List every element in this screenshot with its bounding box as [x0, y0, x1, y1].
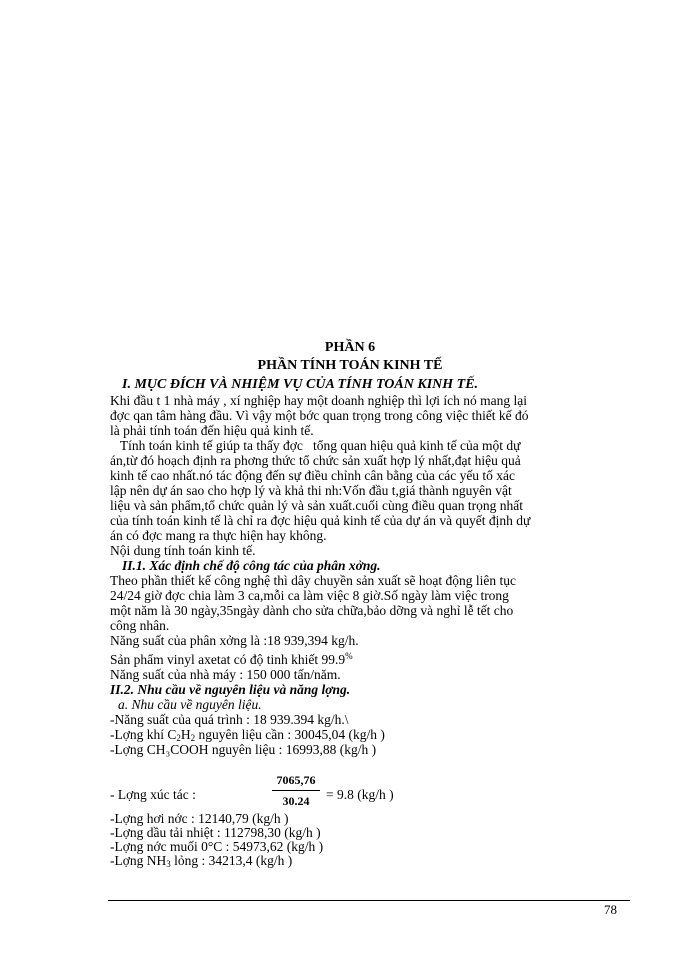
section-1-heading: I. MỤC ĐÍCH VÀ NHIỆM VỤ CỦA TÍNH TOÁN KINH TẾ. — [122, 377, 479, 392]
c2h2-requirement — [110, 727, 385, 742]
c2h2-sub-1: 2 — [176, 733, 181, 743]
para2-line-4: lập nên dự án sao cho hợp lý và khả thi nh:Vốn đầu t,giá thành nguyên vật — [110, 483, 512, 498]
catalyst-denominator: 30.24 — [282, 794, 310, 808]
catalyst-fraction — [272, 773, 320, 808]
product-purity — [110, 652, 353, 667]
para1-line-2: đợc qan tâm hàng đầu. Vì vậy một bớc quan trọng trong công việc thiết kế đó — [110, 408, 529, 423]
para1-line-1: Khi đầu t 1 nhà máy , xí nghiệp hay một doanh nghiệp thì lợi ích nó mang lại — [110, 393, 527, 408]
para3-line-3: một năm là 30 ngày,35ngày dành cho sửa chữa,bảo dỡng và nghỉ lễ tết cho — [110, 603, 514, 618]
nh3-requirement — [110, 853, 292, 868]
para3-line-2: 24/24 giờ đợc chia làm 3 ca,mỗi ca làm việc 8 giờ.Số ngày làm việc trong — [110, 588, 509, 603]
c2h2-mid: H — [180, 727, 191, 742]
plant-capacity: Năng suất của nhà máy : 150 000 tấn/năm. — [110, 667, 341, 682]
para3-line-4: công nhân. — [110, 618, 170, 633]
purity-percent: % — [345, 651, 353, 661]
para1-line-3: là phải tính toán đến hiệu quả kinh tế. — [110, 423, 314, 438]
c2h2-prefix: -Lợng khí C — [110, 727, 177, 742]
brine-requirement: -Lợng nớc muối 0°C : 54973,62 (kg/h ) — [110, 839, 324, 854]
content-note: Nội dung tính toán kinh tế. — [110, 543, 256, 558]
page-title: PHẦN TÍNH TOÁN KINH TẾ — [257, 358, 443, 373]
nh3-sub: 3 — [166, 859, 171, 869]
workshop-capacity: Năng suất của phân xởng là :18 939,394 kg/h. — [110, 633, 359, 648]
section-2-1-heading: II.1. Xác định chế độ công tác của phân xởng. — [122, 558, 381, 573]
para2-line-6: của tính toán kinh tế là chỉ ra đợc hiệu quả kinh tế của dự án và quyết định dự — [110, 513, 531, 528]
process-capacity: -Năng suất của quá trình : 18 939.394 kg/h.\ — [110, 712, 349, 727]
para2-line-2: án,từ đó hoạch định ra phơng thức tổ chức sản xuất hợp lý nhất,đạt hiệu quả — [110, 453, 521, 468]
steam-requirement: -Lợng hơi nớc : 12140,79 (kg/h ) — [110, 811, 289, 826]
para2-line-1: Tính toán kinh tế giúp ta thấy đợc tổng quan hiệu quả kinh tế của một dự — [110, 438, 521, 453]
para3-line-1: Theo phần thiết kế công nghệ thì dây chuyền sản xuất sẽ hoạt động liên tục — [110, 573, 517, 588]
para2-line-7: án có đợc mang ra thực hiện hay không. — [110, 528, 327, 543]
purity-text: Sản phẩm vinyl axetat có độ tinh khiết 99.9 — [110, 652, 346, 667]
para2-line-5: liệu và sản phẩm,tổ chức quản lý và sản xuất.cuối cùng điều quan trọng nhất — [110, 498, 523, 513]
para2-line-3: kinh tế cao nhất.nó tác động đến sự điều chỉnh cân bằng của các yếu tố xác — [110, 468, 516, 483]
c2h2-sub-2: 2 — [190, 733, 196, 743]
footer-rule — [108, 900, 630, 901]
heat-oil-requirement: -Lợng dầu tải nhiệt : 112798,30 (kg/h ) — [110, 825, 321, 840]
subsection-a-heading: a. Nhu cầu về nguyên liệu. — [118, 697, 262, 712]
nh3-suffix: lỏng : 34213,4 (kg/h ) — [170, 853, 293, 868]
catalyst-numerator: 7065,76 — [272, 773, 320, 791]
part-number: PHẦN 6 — [324, 340, 376, 355]
nh3-prefix: -Lợng NH — [110, 853, 167, 868]
catalyst-label: - Lợng xúc tác : — [110, 787, 196, 802]
ch3cooh-requirement: -Lợng CH₃COOH nguyên liệu : 16993,88 (kg/h ) — [110, 742, 377, 757]
catalyst-result: = 9.8 (kg/h ) — [326, 787, 394, 802]
page-number: 78 — [604, 902, 617, 917]
section-2-2-heading: II.2. Nhu cầu về nguyên liệu và năng lợng. — [110, 682, 351, 697]
c2h2-suffix: nguyên liệu cần : 30045,04 (kg/h ) — [195, 727, 385, 742]
